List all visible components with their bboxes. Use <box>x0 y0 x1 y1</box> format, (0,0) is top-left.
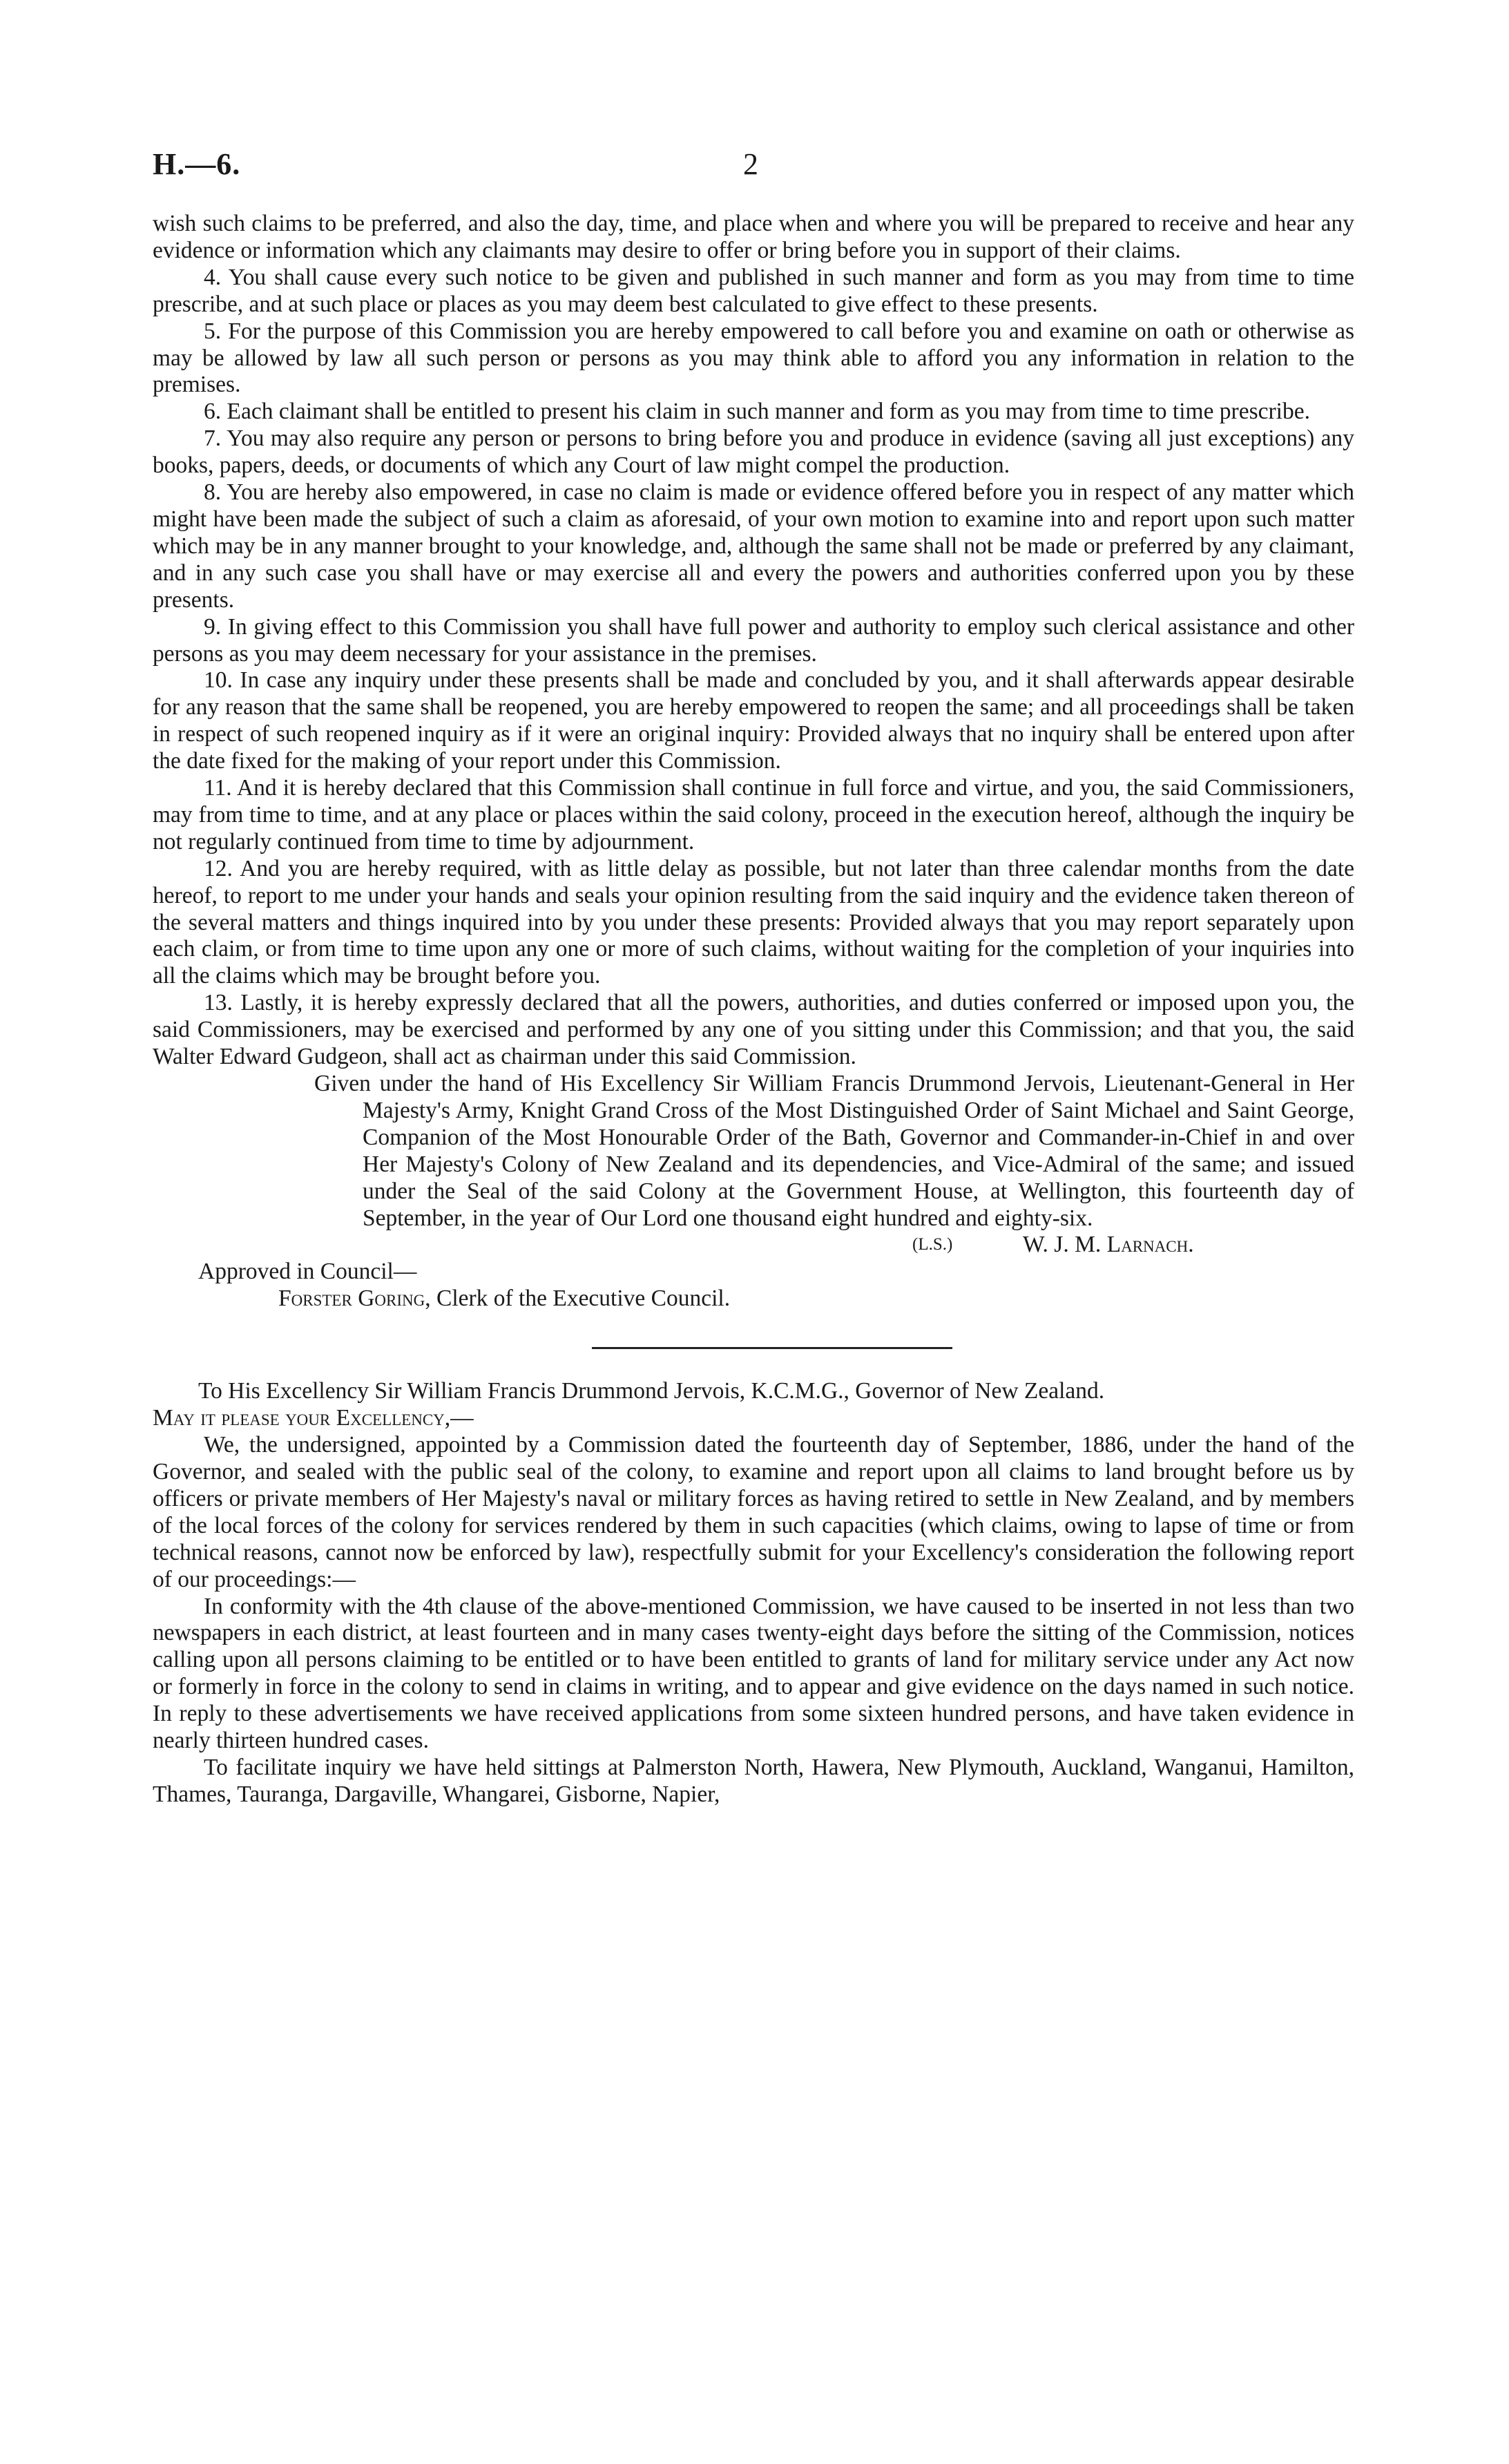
commission-clause-4: 4. You shall cause every such notice to be given and published in such manner and form as you may from time to time prescribe, and at such place or places as you may deem best calculated to give effect to these presents. <box>153 264 1354 317</box>
seal-mark: (L.S.) <box>912 1235 953 1254</box>
report-paragraph-1: We, the undersigned, appointed by a Commission dated the fourteenth day of September, 1886, under the hand of the Governor, and sealed with the public seal of the colony, to examine and report upon all claims to land brought before us by officers or private members of Her Majesty's naval or military forces as having retired to settle in New Zealand, and by members of the local forces of the colony for services rendered by them in such capacities (which claims, owing to lapse of time or from technical reasons, cannot now be enforced by law), respectfully submit for your Excellency's consideration the following report of our proceedings:— <box>153 1432 1354 1592</box>
commission-clause-5: 5. For the purpose of this Commission you are hereby empowered to call before you and examine on oath or otherwise as may be allowed by law all such person or persons as you may think able to afford you any information in relation to the premises. <box>153 318 1354 398</box>
report-paragraph-2: In conformity with the 4th clause of the above-mentioned Commission, we have caused to be inserted in not less than two newspapers in each district, at least fourteen and in many cases twenty-eight days before the sitting of the Commission, notices calling upon all persons claiming to be entitled or to have been entitled to grants of land for military service under any Act now or formerly in force in the colony to send in claims in writing, and to appear and give evidence on the days named in such notice. In reply to these advertisements we have received applications from some sixteen hundred persons, and have taken evidence in nearly thirteen hundred cases. <box>153 1593 1354 1754</box>
report-address: To His Excellency Sir William Francis Drummond Jervois, K.C.M.G., Governor of New Zealand. <box>198 1378 1105 1404</box>
commission-clause-13: 13. Lastly, it is hereby expressly declared that all the powers, authorities, and duties conferred or imposed upon you, the said Commissioners, may be exercised and performed by any one of you sitting under this Commission; and that you, the said Walter Edward Gudgeon, shall act as chairman under this said Commission. <box>153 990 1354 1070</box>
clerk-line <box>278 1286 1354 1312</box>
body-text <box>153 211 1354 1808</box>
report-salutation: May it please your Excellency,— <box>153 1405 474 1431</box>
commission-clause-11: 11. And it is hereby declared that this Commission shall continue in full force and virtue, and you, the said Commissioners, may from time to time, and at any place or places within the said colony, proceed in the execution hereof, although the inquiry be not regularly continued from time to time by adjournment. <box>153 775 1354 854</box>
commission-clause-8: 8. You are hereby also empowered, in case no claim is made or evidence offered before you in respect of any matter which might have been made the subject of such a claim as aforesaid, of your own motion to examine into and report upon such matter which may be in any manner brought to your knowledge, and, although the same shall not be made or preferred by any claimant, and in any such case you shall have or may exercise all and every the powers and authorities conferred upon you by these presents. <box>153 479 1354 613</box>
given-under-clause: Given under the hand of His Excellency Sir William Francis Drummond Jervois, Lieutenant-General in Her Majesty's Army, Knight Grand Cross of the Most Distinguished Order of Saint Michael and Saint George, Companion of the Most Honourable Order of the Bath, Governor and Commander-in-Chief in and over Her Majesty's Colony of New Zealand and its dependencies, and Vice-Admiral of the same; and issued under the Seal of the said Colony at the Government House, at Wellington, this fourteenth day of September, in the year of Our Lord one thousand eight hundred and eighty-six. <box>314 1071 1354 1231</box>
commission-clause-9: 9. In giving effect to this Commission you shall have full power and authority to employ such clerical assistance and other persons as you may deem necessary for your assistance in the premises. <box>153 613 1354 667</box>
signature-line <box>153 1232 1354 1259</box>
divider-rule <box>592 1347 952 1349</box>
report-paragraph-3: To facilitate inquiry we have held sittings at Palmerston North, Hawera, New Plymouth, Auckland, Wanganui, Hamilton, Thames, Tauranga, Dargaville, Whangarei, Gisborne, Napier, <box>153 1754 1354 1807</box>
clerk-title: , Clerk of the Executive Council. <box>425 1286 731 1312</box>
commission-clause-7: 7. You may also require any person or persons to bring before you and produce in evidence (saving all just exceptions) any books, papers, deeds, or documents of which any Court of law might compel the production. <box>153 426 1354 479</box>
commission-clause-6: 6. Each claimant shall be entitled to present his claim in such manner and form as you may from time to time prescribe. <box>204 399 1310 425</box>
commission-clause-12: 12. And you are hereby required, with as little delay as possible, but not later than three calendar months from the date hereof, to report to me under your hands and seals your opinion resulting from the said inquiry and the evidence taken thereon of the several matters and things inquired into by you under these presents: Provided always that you may report separately upon each claim, or from time to time upon any one or more of such claims, without waiting for the completion of your inquiries into all the claims which may be brought before you. <box>153 855 1354 989</box>
document-reference: H.—6. <box>153 147 241 181</box>
signer-name: W. J. M. Larnach. <box>1023 1232 1194 1258</box>
commission-intro-continuation: wish such claims to be preferred, and also the day, time, and place when and where you will be prepared to receive and hear any evidence or information which any claimants may desire to offer or bring before you in support of their claims. <box>153 211 1354 263</box>
commission-clause-10: 10. In case any inquiry under these presents shall be made and concluded by you, and it shall afterwards appear desirable for any reason that the same shall be reopened, you are hereby empowered to reopen the same; and all proceedings shall be taken in respect of such reopened inquiry as if it were an original inquiry: Provided always that no inquiry shall be entered upon after the date fixed for the making of your report under this Commission. <box>153 667 1354 774</box>
approved-in-council: Approved in Council— <box>198 1259 417 1285</box>
page-number: 2 <box>743 147 758 181</box>
section-divider <box>153 1312 1354 1378</box>
clerk-name: Forster Goring <box>278 1286 425 1312</box>
